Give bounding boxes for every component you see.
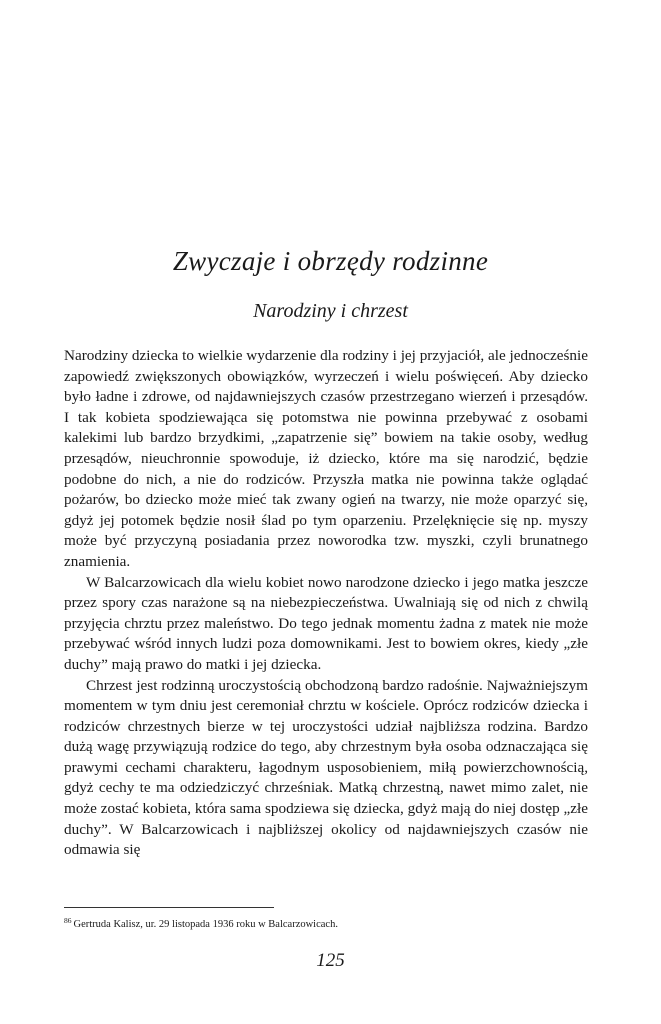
footnote-text: Gertruda Kalisz, ur. 29 listopada 1936 roku w Balcarzowicach. xyxy=(73,919,338,930)
footnote-divider xyxy=(64,907,274,908)
paragraph-1: Narodziny dziecka to wielkie wydarzenie dla rodziny i jej przyjaciół, ale jednocześnie zapowiedź zwiększonych obowiązków, wyrzeczeń i wielu poświęceń. Aby dziecko było ładne i zdrowe, od najdawniejszych czasów przestrzegano wierzeń i przesądów. I tak kobieta spodziewająca się potomstwa nie powinna przebywać z osobami kalekimi lub bardzo brzydkimi, „zapatrzenie się” bowiem na takie osoby, według przesądów, nieuchronnie spowoduje, iż dziecko, które ma się narodzić, będzie podobne do nich, a nie do rodziców. Przyszła matka nie powinna także oglądać pożarów, bo dziecko może mieć tak zwany ogień na twarzy, nie może oparzyć się, gdyż jej potomek będzie nosił ślad po tym oparzeniu. Przelęknięcie się np. myszy może być przyczyną posiadania przez noworodka tzw. myszki, czyli brunatnego znamienia. xyxy=(64,347,588,570)
body-text xyxy=(64,346,588,861)
section-title: Narodziny i chrzest xyxy=(253,300,408,322)
chapter-title: Zwyczaje i obrzędy rodzinne xyxy=(172,246,489,276)
paragraph-3: Chrzest jest rodzinną uroczystością obchodzoną bardzo radośnie. Najważniejszym momentem w tym dniu jest ceremoniał chrztu w kościele. Oprócz rodziców dziecka i rodziców chrzestnych bierze w tej uroczystości udział najbliższa rodzina. Bardzo dużą wagę przywiązują rodzice do tego, aby chrzestnym była osoba odznaczająca się prawymi cechami charakteru, łagodnym usposobieniem, miłą powierzchownością, gdyż cechy te ma odziedziczyć chrześniak. Matką chrzestną, nawet mimo zalet, nie może zostać kobieta, która sama spodziewa się dziecka, gdyż mają do niej dostęp „złe duchy”. W Balcarzowicach i najbliższej okolicy od najdawniejszych czasów nie odmawia się xyxy=(64,676,588,859)
paragraph-2: W Balcarzowicach dla wielu kobiet nowo narodzone dziecko i jego matka jeszcze przez spory czas narażone są na niebezpieczeństwa. Uwalniają się od nich z chwilą przyjęcia chrztu przez maleństwo. Do tego jednak momentu żadna z matek nie może przebywać wśród innych ludzi poza domownikami. Jest to bowiem okres, kiedy „złe duchy” mają prawo do matki i jej dziecka. xyxy=(64,573,588,673)
page-number: 125 xyxy=(316,950,345,971)
footnote-number: 86 xyxy=(64,916,72,925)
footnote xyxy=(64,914,588,932)
